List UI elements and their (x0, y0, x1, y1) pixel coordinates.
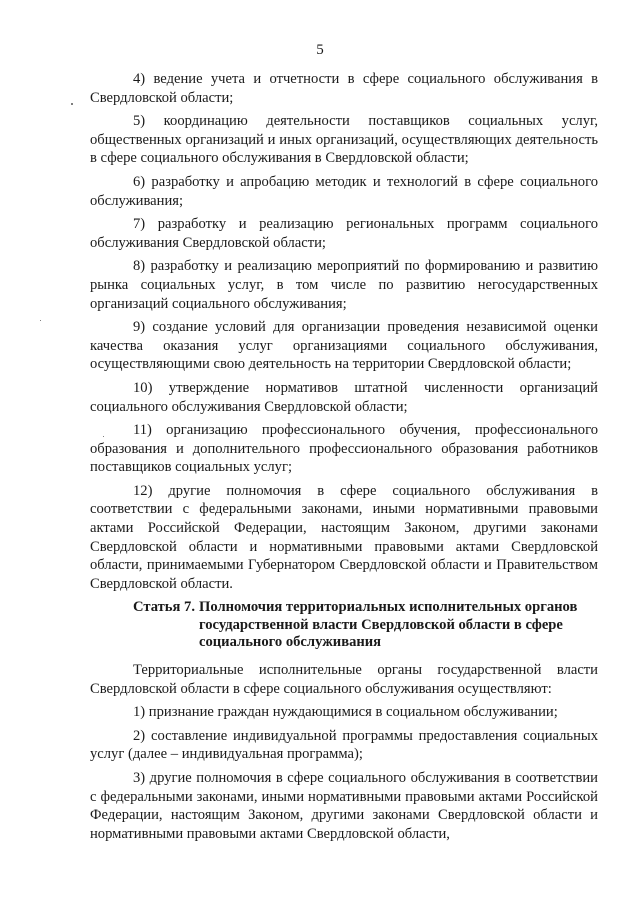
article-heading (90, 599, 598, 652)
list-item: 8) разработку и реализацию мероприятий по формированию и развитию рынка социальных услуг, в том числе по развитию негосударственных организаций социального обслуживания; (90, 258, 598, 312)
scan-speck (71, 103, 73, 105)
list-item: 10) утверждение нормативов штатной численности организаций социального обслуживания Свердловской области; (90, 379, 598, 415)
page-number: 5 (316, 42, 324, 58)
article-number: Статья 7. (133, 599, 195, 616)
list-item: 2) составление индивидуальной программы предоставления социальных услуг (далее – индивидуальная программа); (90, 727, 598, 763)
list-item: 9) создание условий для организации проведения независимой оценки качества оказания услуг организациями социального обслуживания, осуществляющими свою деятельность на территории Свердловской области; (90, 319, 598, 373)
article-intro: Территориальные исполнительные органы государственной власти Свердловской области в сфере социального обслуживания осуществляют: (90, 661, 598, 697)
list-item: 11) организацию профессионального обучения, профессионального образования и дополнительного профессионального образования работников поставщиков социальных услуг; (90, 422, 598, 476)
article-title: Полномочия территориальных исполнительных органов государственной власти Свердловской области в сфере социального обслуживания (199, 599, 578, 651)
list-item: 4) ведение учета и отчетности в сфере социального обслуживания в Свердловской области; (90, 71, 598, 106)
list-item: 7) разработку и реализацию региональных программ социального обслуживания Свердловской области; (90, 216, 598, 251)
list-item: 1) признание граждан нуждающимися в социальном обслуживании; (133, 704, 558, 721)
list-item: 12) другие полномочия в сфере социального обслуживания в соответствии с федеральными законами, иными нормативными правовыми актами Российской Федерации, настоящим Законом, другими законами Свердловской области и нормативными правовыми актами Свердловской области, принимаемыми Губернатором Свердловской области и Правительством Свердловской области. (90, 482, 598, 592)
scan-speck (40, 320, 41, 321)
list-item: 5) координацию деятельности поставщиков социальных услуг, общественных организаций и иных организаций, осуществляющих деятельность в сфере социального обслуживания в Свердловской области; (90, 113, 598, 167)
list-item: 6) разработку и апробацию методик и технологий в сфере социального обслуживания; (90, 173, 598, 209)
list-item: 3) другие полномочия в сфере социального обслуживания в соответствии с федеральными законами, иными нормативными правовыми актами Российской Федерации, настоящим Законом, другими законами Свердловской области и нормативными правовыми актами Свердловской области, (90, 769, 598, 842)
document-body (90, 70, 598, 848)
